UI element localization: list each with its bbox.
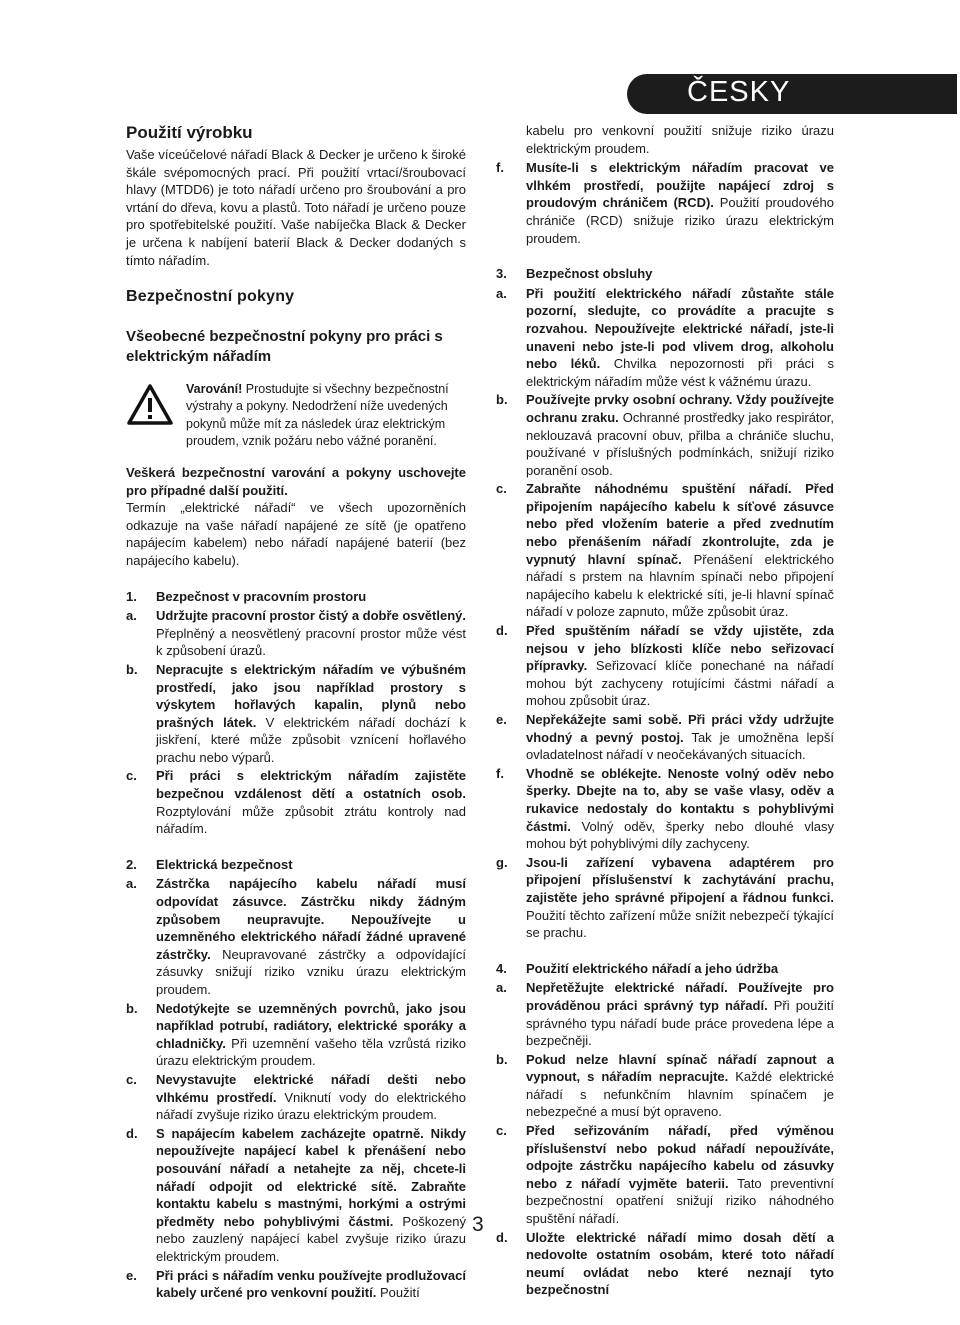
section-2-item-f bbox=[496, 159, 834, 247]
item-plain-text: Každé elektrické nářadí s nefunkčním hlavním spínačem je nebezpečné a musí být opraveno. bbox=[526, 1069, 834, 1120]
item-bold-text: Jsou-li zařízení vybavena adaptérem pro připojení příslušenství k zachytávání prachu, zajistěte jeho správné připojení a řádnou funkci. bbox=[526, 854, 834, 905]
item-text bbox=[526, 1229, 834, 1299]
item-label: d. bbox=[496, 623, 508, 639]
section-title: Bezpečnost obsluhy bbox=[526, 266, 653, 282]
section-3-heading bbox=[496, 265, 834, 283]
page-number: 3 bbox=[472, 1213, 484, 1236]
section-number: 1. bbox=[126, 588, 137, 604]
list-item bbox=[496, 854, 834, 942]
item-plain-text: Při použití správného typu nářadí bude práce provedena lépe a bezpečněji. bbox=[526, 997, 834, 1049]
item-bold-text: Při práci s elektrickým nářadím zajistěte bezpečnou vzdálenost dětí a ostatních osob. bbox=[156, 768, 466, 802]
item-bold-text: Musíte-li s elektrickým nářadím pracovat ve vlhkém prostředí, použijte napájecí zdroj s proudovým chráničem (RCD). bbox=[526, 160, 834, 211]
item-text bbox=[526, 979, 834, 1049]
item-label: f. bbox=[496, 765, 504, 781]
list-item bbox=[496, 711, 834, 764]
product-use-intro: Vaše víceúčelové nářadí Black & Decker je určeno k široké škále svépomocných prací. Při použití vrtací/šroubovací hlavy (MTDD6) je toto nářadí určeno pro šroubování a pro vrtání do dřeva, kovu a plastů. Toto nářadí je určeno pouze pro spotřebitelské použití. Vaše nabíječka Black & Decker je určena k nabíjení baterií Black & Decker dodaných s tímto nářadím. bbox=[126, 147, 466, 268]
list-item bbox=[496, 1051, 834, 1121]
list-item bbox=[496, 480, 834, 621]
list-item bbox=[496, 159, 834, 247]
warning-block bbox=[126, 381, 466, 450]
section-number: 2. bbox=[126, 856, 137, 872]
item-label: b. bbox=[496, 392, 508, 408]
item-plain-text: Tak je umožněna lepší ovladatelnost nářadí v neočekávaných situacích. bbox=[526, 729, 834, 763]
item-label: f. bbox=[496, 160, 504, 176]
item-text bbox=[526, 622, 834, 710]
list-item bbox=[126, 767, 466, 837]
list-item bbox=[496, 979, 834, 1049]
item-bold-text: Při použití elektrického nářadí zůstaňte stále pozorní, sledujte, co provádíte a pracujte s rozvahou. Nepoužívejte elektrické nářadí, jste-li unaveni nebo jste-li pod vlivem drog, alkoholu nebo léků. bbox=[526, 285, 834, 372]
section-2-list bbox=[126, 875, 466, 1301]
item-text bbox=[156, 1125, 466, 1266]
list-item bbox=[496, 765, 834, 853]
item-plain-text: V elektrickém nářadí dochází k jiskření, které může způsobit vznícení hořlavého prachu nebo výparů. bbox=[156, 714, 467, 765]
section-title: Bezpečnost v pracovním prostoru bbox=[156, 588, 367, 604]
item-text bbox=[156, 1267, 466, 1302]
item-plain-text: Neupravované zástrčky a odpovídající zásuvky snižují riziko vzniku úrazu elektrickým proudem. bbox=[156, 946, 466, 997]
item-bold-text: Nepracujte s elektrickým nářadím ve výbušném prostředí, jako jsou například prostory s výskytem hořlavých kapalin, plynů nebo prašných látek. bbox=[156, 661, 466, 730]
item-bold-text: Nepřetěžujte elektrické nářadí. Používejte pro prováděnou práci správný typ nářadí. bbox=[526, 980, 834, 1013]
section-3-list bbox=[496, 285, 834, 942]
safety-heading: Bezpečnostní pokyny bbox=[126, 288, 295, 306]
item-label: c. bbox=[496, 481, 507, 497]
item-plain-text: Poškozený nebo zauzlený napájecí kabel zvyšuje riziko úrazu elektrickým proudem. bbox=[156, 1213, 466, 1264]
item-label: c. bbox=[496, 1123, 507, 1139]
product-use-title: Použití výrobku bbox=[126, 123, 253, 142]
keep-instructions: Veškerá bezpečnostní varování a pokyny uschovejte pro případné další použití. bbox=[126, 464, 466, 498]
item-text bbox=[526, 711, 834, 764]
item-label: b. bbox=[126, 1000, 138, 1016]
item-text bbox=[156, 767, 466, 837]
section-title: Použití elektrického nářadí a jeho údržba bbox=[526, 960, 779, 976]
list-item bbox=[496, 1229, 834, 1299]
item-bold-text: S napájecím kabelem zacházejte opatrně. Nikdy nepoužívejte napájecí kabel k přenášení nebo posouvání nářadí a netahejte za něj, chcete-li nářadí odpojit od elektrické sítě. Zabraňte kontaktu kabelu s mastnými, horkými a ostrými předměty nebo pohyblivými částmi. bbox=[156, 1125, 466, 1229]
item-plain-text: Volný oděv, šperky nebo dlouhé vlasy mohou být pohyblivými díly zachyceny. bbox=[526, 818, 834, 852]
section-title: Elektrická bezpečnost bbox=[156, 856, 293, 872]
section-number: 4. bbox=[496, 960, 507, 976]
item-label: b. bbox=[126, 661, 138, 677]
continued-item bbox=[496, 122, 834, 157]
list-item bbox=[126, 1071, 466, 1124]
section-1-list bbox=[126, 607, 466, 838]
item-plain-text: Tato preventivní bezpečnostní opatření snižují riziko náhodného spuštění nářadí. bbox=[526, 1175, 834, 1227]
list-item bbox=[126, 1125, 466, 1266]
item-text bbox=[526, 1122, 834, 1228]
item-plain-text: Použití bbox=[376, 1285, 420, 1301]
item-plain-text: Chvilka nepozornosti při práci s elektrickým nářadím může vést k vážnému úrazu. bbox=[526, 356, 834, 389]
item-bold-text: Vhodně se oblékejte. Nenoste volný oděv nebo šperky. Dbejte na to, aby se vaše vlasy, oděv a rukavice nedostaly do kontaktu s pohyblivými částmi. bbox=[526, 765, 834, 834]
item-bold-text: Nepřekážejte sami sobě. Při práci vždy udržujte vhodný a pevný postoj. bbox=[526, 712, 834, 745]
item-text bbox=[156, 875, 466, 998]
item-text bbox=[526, 480, 834, 621]
list-item bbox=[126, 875, 466, 998]
item-label: g. bbox=[496, 854, 508, 870]
item-text bbox=[156, 1000, 466, 1070]
item-bold-text: Před seřizováním nářadí, před výměnou příslušenství nebo pokud nářadí nepoužíváte, odpojte zástrčku napájecího kabelu od zásuvky nebo z nářadí vyjměte baterii. bbox=[526, 1123, 834, 1191]
warning-triangle-icon bbox=[126, 383, 174, 427]
item-bold-text: Uložte elektrické nářadí mimo dosah dětí a nedovolte ostatním osobám, které toto nářadí neumí ovládat nebo které neznají tyto bezpečnostní bbox=[526, 1229, 834, 1298]
list-item bbox=[126, 1000, 466, 1070]
right-column bbox=[496, 122, 834, 1299]
list-item bbox=[496, 1122, 834, 1228]
item-label: d. bbox=[496, 1229, 508, 1245]
item-bold-text: Nevystavujte elektrické nářadí dešti nebo vlhkému prostředí. bbox=[156, 1071, 466, 1105]
warning-body: Prostudujte si všechny bezpečnostní výstrahy a pokyny. Nedodržení níže uvedených pokynů může mít za následek úraz elektrickým proudem, vznik požáru nebo vážné poranění. bbox=[186, 382, 449, 448]
item-label: e. bbox=[496, 712, 507, 727]
list-item bbox=[496, 391, 834, 479]
item-text bbox=[526, 765, 834, 853]
list-item bbox=[496, 285, 834, 391]
item-plain-text: Seřizovací klíče ponechané na nářadí mohou být zachyceny rotujícími částmi nářadí a mohou způsobit úraz. bbox=[526, 658, 834, 709]
general-safety-heading: Všeobecné bezpečnostní pokyny pro práci s elektrickým nářadím bbox=[126, 328, 443, 366]
item-plain-text: Rozptylování může způsobit ztrátu kontroly nad nářadím. bbox=[156, 803, 466, 837]
section-1-heading bbox=[126, 588, 466, 606]
item-plain-text: Ochranné prostředky jako respirátor, neklouzavá pracovní obuv, přilba a chrániče sluchu, používané v příslušných podmínkách, snižují riziko poranění osob. bbox=[526, 409, 834, 478]
item-plain-text: Přenášení elektrického nářadí s prstem na hlavním spínači nebo připojení napájecího kabelu k elektrické síti, je-li hlavní spínač nářadí v poloze zapnuto, může způsobit úraz. bbox=[526, 551, 834, 620]
item-text bbox=[156, 607, 466, 660]
left-column bbox=[126, 122, 466, 1302]
item-text bbox=[526, 1051, 834, 1121]
section-4-list bbox=[496, 979, 834, 1299]
item-label: c. bbox=[126, 768, 137, 784]
item-bold-text: Používejte prvky osobní ochrany. Vždy používejte ochranu zraku. bbox=[526, 392, 834, 425]
item-plain-text: Při uzemnění vašeho těla vzrůstá riziko úrazu elektrickým proudem. bbox=[156, 1035, 466, 1069]
item-label: a. bbox=[126, 876, 137, 892]
item-text bbox=[156, 661, 466, 767]
item-text bbox=[526, 391, 834, 479]
item-text bbox=[156, 1071, 466, 1124]
item-bold-text: Zabraňte náhodnému spuštění nářadí. Před připojením napájecího kabelu k síťové zásuvce nebo před vložením baterie a před zvednutím nebo přenášením nářadí zkontrolujte, zda je vypnutý hlavní spínač. bbox=[526, 481, 834, 567]
item-text bbox=[526, 159, 834, 247]
item-bold-text: Pokud nelze hlavní spínač nářadí zapnout a vypnout, s nářadím nepracujte. bbox=[526, 1051, 834, 1085]
continued-text: kabelu pro venkovní použití snižuje riziko úrazu elektrickým proudem. bbox=[526, 123, 834, 156]
section-2-heading bbox=[126, 856, 466, 874]
item-label: a. bbox=[496, 980, 507, 996]
warning-text bbox=[186, 381, 466, 450]
item-label: b. bbox=[496, 1051, 508, 1067]
item-plain-text: Použití těchto zařízení může snížit nebezpečí týkající se prachu. bbox=[526, 907, 834, 941]
item-label: a. bbox=[496, 285, 507, 301]
item-label: c. bbox=[126, 1071, 137, 1087]
list-item bbox=[126, 661, 466, 767]
item-bold-text: Udržujte pracovní prostor čistý a dobře osvětlený. bbox=[156, 608, 466, 624]
item-bold-text: Zástrčka napájecího kabelu nářadí musí odpovídat zásuvce. Zástrčku nikdy žádným způsobem neupravujte. Nepoužívejte u uzemněného elektrického nářadí žádné upravené zástrčky. bbox=[156, 876, 466, 962]
item-text bbox=[526, 285, 834, 391]
language-tab bbox=[627, 74, 957, 114]
item-label: a. bbox=[126, 608, 137, 624]
list-item bbox=[496, 622, 834, 710]
list-item bbox=[126, 1267, 466, 1302]
item-plain-text: Vniknutí vody do elektrického nářadí zvyšuje riziko úrazu elektrickým proudem. bbox=[156, 1089, 466, 1123]
item-text bbox=[526, 854, 834, 942]
item-bold-text: Při práci s nářadím venku používejte prodlužovací kabely určené pro venkovní použití. bbox=[156, 1267, 466, 1301]
list-item bbox=[126, 607, 466, 660]
section-number: 3. bbox=[496, 266, 507, 282]
item-bold-text: Nedotýkejte se uzemněných povrchů, jako jsou například potrubí, radiátory, elektrické sporáky a chladničky. bbox=[156, 1000, 466, 1051]
warning-label: Varování! bbox=[186, 382, 243, 397]
term-definition: Termín „elektrické nářadí“ ve všech upozorněních odkazuje na vaše nářadí napájené ze sítě (je opatřeno napájecím kabelem) nebo nářadí napájené baterií (bez napájecího kabelu). bbox=[126, 500, 466, 568]
item-plain-text: Použití proudového chrániče (RCD) snižuje riziko úrazu elektrickým proudem. bbox=[526, 195, 834, 246]
item-label: e. bbox=[126, 1267, 137, 1283]
item-label: d. bbox=[126, 1125, 138, 1141]
section-4-heading bbox=[496, 960, 834, 978]
item-bold-text: Před spuštěním nářadí se vždy ujistěte, zda nejsou v jeho blízkosti klíče nebo seřizovací přípravky. bbox=[526, 623, 834, 674]
language-label: ČESKY bbox=[687, 76, 791, 108]
item-plain-text: Přeplněný a neosvětlený pracovní prostor může vést k způsobení úrazů. bbox=[156, 625, 466, 659]
